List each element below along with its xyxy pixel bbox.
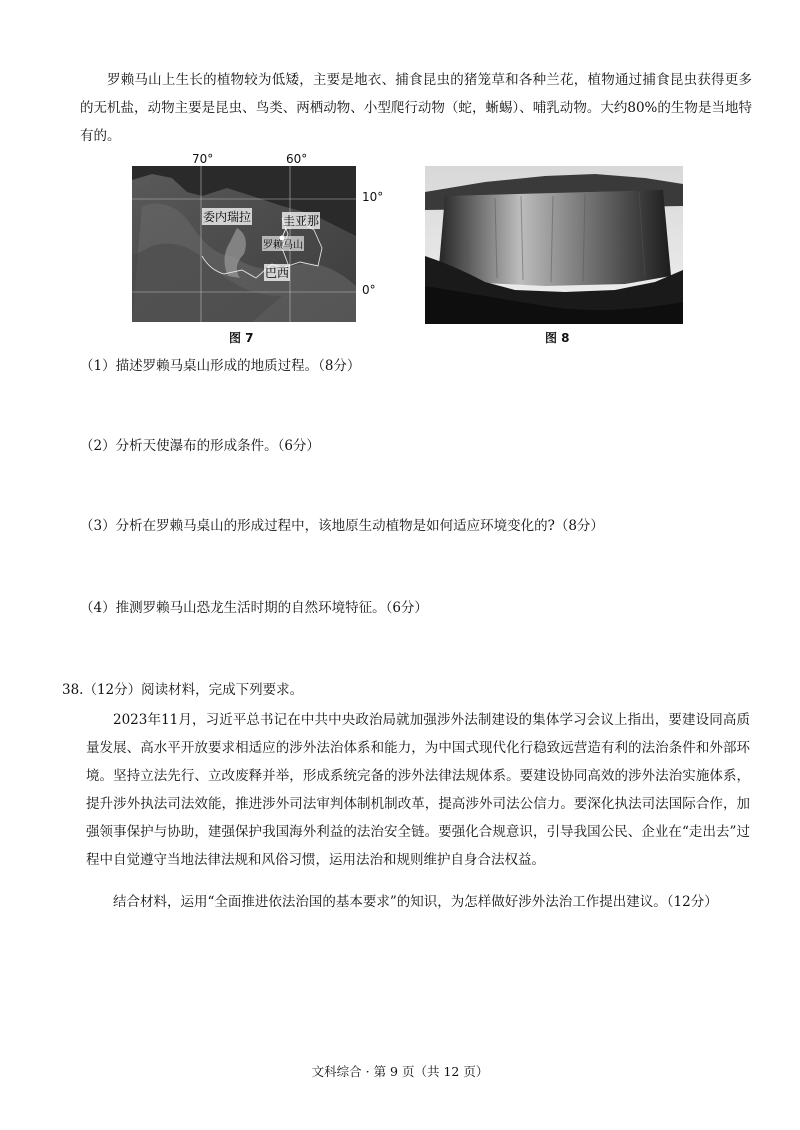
map-image: [132, 166, 356, 322]
question-3: （3）分析在罗赖马桌山的形成过程中，该地原生动植物是如何适应环境变化的?（8分）: [80, 518, 604, 534]
map-lat-10: 10°: [362, 190, 384, 204]
map-lon-70: 70°: [192, 152, 214, 166]
map-label-brazil: 巴西: [265, 266, 290, 280]
figure8-caption: 图 8: [545, 331, 570, 345]
question-4: （4）推测罗赖马山恐龙生活时期的自然环境特征。（6分）: [80, 600, 428, 616]
question-1: （1）描述罗赖马桌山形成的地质过程。（8分）: [80, 358, 361, 374]
map-lon-60: 60°: [286, 152, 308, 166]
question-38-header: 38.（12分）阅读材料，完成下列要求。: [62, 682, 304, 698]
page-footer: 文科综合 · 第 9 页（共 12 页）: [311, 1064, 489, 1079]
map-lat-0: 0°: [362, 283, 376, 297]
figure7-caption: 图 7: [229, 331, 254, 345]
intro-paragraph: 罗赖马山上生长的植物较为低矮，主要是地衣、捕食昆虫的猪笼草和各种兰花，植物通过捕食昆虫获得更多的无机盐，动物主要是昆虫、鸟类、两栖动物、小型爬行动物（蛇，蜥蜴）、哺乳动物。大约80%的生物是当地特有的。: [80, 72, 752, 144]
map-label-guyana: 圭亚那: [283, 214, 320, 228]
question-38-material: 2023年11月，习近平总书记在中共中央政治局就加强涉外法制建设的集体学习会议上指出，要建设同高质量发展、高水平开放要求相适应的涉外法治体系和能力，为中国式现代化行稳致远营造有利的法治条件和外部环境。坚持立法先行、立改废释并举，形成系统完备的涉外法律法规体系。要建设协同高效的涉外法治实施体系，提升涉外执法司法效能，推进涉外司法审判体制机制改革，提高涉外司法公信力。要深化执法司法国际合作，加强领事保护与协助，建强保护我国海外利益的法治安全链。要强化合规意识，引导我国公民、企业在“走出去”过程中自觉遵守当地法律法规和风俗习惯，运用法治和规则维护自身合法权益。: [86, 712, 750, 868]
figure8-photo: [425, 166, 683, 324]
question-38-task: 结合材料，运用“全面推进依法治国的基本要求”的知识，为怎样做好涉外法治工作提出建议。（12分）: [113, 894, 718, 910]
map-label-venezuela: 委内瑞拉: [203, 210, 252, 224]
tepui-photo-image: [425, 166, 683, 324]
figure7-map: [132, 166, 356, 322]
map-label-roraima: 罗赖马山: [262, 236, 304, 251]
question-2: （2）分析天使瀑布的形成条件。（6分）: [80, 438, 320, 454]
